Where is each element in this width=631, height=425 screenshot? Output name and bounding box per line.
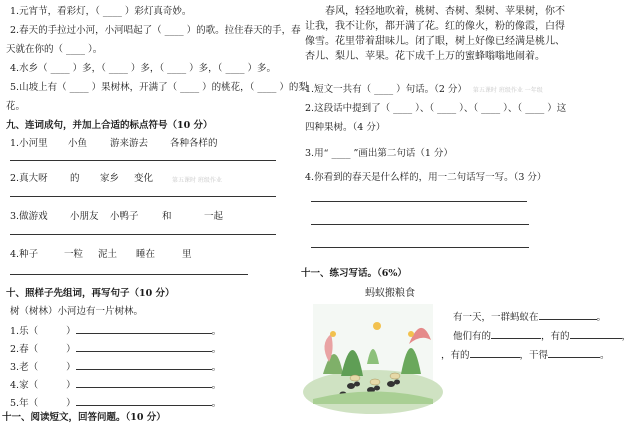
section-10-title: 十、照样子先组词，再写句子（10 分）	[6, 288, 175, 299]
story-blank-5[interactable]	[548, 348, 600, 358]
s9-3-word-3: 小鸭子	[110, 211, 139, 222]
ants-carrying-food-illustration	[313, 304, 433, 404]
s9-4-word-2: 一粒	[64, 249, 84, 260]
s9-4-word-5: 里	[182, 249, 192, 260]
section-11-writing-title: 十一、练习写话。（6%）	[301, 268, 407, 279]
rq4-answer-line-2[interactable]	[311, 224, 529, 225]
s9-2-word-3: 家乡	[100, 173, 120, 184]
s10-item-3: 3.老（ ） 。	[10, 362, 222, 373]
story-title: 蚂蚁搬粮食	[365, 288, 415, 299]
s9-3-answer-line[interactable]	[10, 234, 276, 235]
s9-2-answer-line[interactable]	[10, 196, 276, 197]
s10-item-4: 4.家（ ） 。	[10, 380, 222, 391]
s9-1-word-3: 游来游去	[110, 138, 149, 149]
s10-item-2-blank[interactable]	[76, 342, 212, 352]
s9-3-word-5: 一起	[204, 211, 224, 222]
story-blank-1[interactable]	[539, 310, 597, 320]
rq4-answer-line-3[interactable]	[311, 247, 529, 248]
s10-item-1: 1.乐（ ） 。	[10, 326, 222, 337]
section-11-title: 十一、阅读短文，回答问题。（10 分）	[2, 412, 166, 423]
s9-4-word-4: 睡在	[136, 249, 156, 260]
fill-question-5-line-1: 5.山坡上有（ ____ ）果树林，开满了（ ____ ）的桃花，（ ____ ）的梨	[10, 82, 308, 93]
watermark-text: 第五课时 班级作业	[172, 177, 222, 184]
fill-question-1: 1.元宵节，看彩灯，（ ____ ）彩灯真奇妙。	[10, 6, 192, 17]
fill-question-2-line-1: 2.春天的手拉过小河，小河唱起了（ ____ ）的歌。拉住春天的手，春	[10, 25, 301, 36]
s10-item-1-blank[interactable]	[76, 324, 212, 334]
reading-question-2-line-2: 四种果树。（4 分）	[305, 122, 386, 133]
reading-passage: 春风，轻轻地吹着，桃树、杏树、梨树、苹果树，你不让我，我不让你，都开满了花。红的像火，粉的像霞，白得像雪。花里带着甜味儿。闭了眼，树上好像已经满是桃儿、杏儿、梨儿、苹果。花下成千上万的蜜蜂嗡嗡地闹着。	[305, 6, 565, 62]
story-blank-4[interactable]	[470, 348, 520, 358]
s9-1-answer-line[interactable]	[10, 160, 276, 161]
s9-2-word-2: 的	[70, 173, 80, 184]
s9-1-word-2: 小鱼	[68, 138, 88, 149]
s9-2-word-1: 2.真大呀	[10, 173, 48, 184]
s9-4-answer-line[interactable]	[10, 274, 248, 275]
story-blank-2[interactable]	[491, 329, 541, 339]
story-line-1: 有一天，一群蚂蚁在 。	[453, 312, 607, 323]
s10-item-3-blank[interactable]	[76, 360, 212, 370]
fill-question-2-line-2: 天就在你的（ ____ ）。	[6, 44, 103, 55]
story-line-3: ，有的 ，干得 。	[441, 350, 610, 361]
s9-2-word-4: 变化	[134, 173, 154, 184]
s9-1-word-4: 各种各样的	[170, 138, 218, 149]
reading-question-1: 1.短文一共有（ ____ ）句话。（2 分） 第五课时 班级作业 一年级	[305, 84, 543, 95]
s10-item-5: 5.年（ ） 。	[10, 398, 222, 409]
s9-3-word-2: 小朋友	[70, 211, 99, 222]
reading-question-3: 3.用“ ____ ”画出第二句话（1 分）	[305, 148, 453, 159]
fill-question-4: 4.水乡（ ____ ）多，（ ____ ）多，（ ____ ）多，（ ____ ）多。	[10, 63, 276, 74]
story-blank-3[interactable]	[570, 329, 622, 339]
story-line-2: 他们有的 ，有的 ，	[453, 331, 631, 342]
fill-question-5-line-2: 花。	[6, 101, 26, 112]
s10-example: 树（树林）小河边有一片树林。	[10, 306, 144, 317]
s9-4-word-1: 4.种子	[10, 249, 39, 260]
s9-3-word-1: 3.做游戏	[10, 211, 48, 222]
s10-item-5-blank[interactable]	[76, 396, 212, 406]
s9-4-word-3: 泥土	[98, 249, 118, 260]
reading-question-2-line-1: 2.这段话中提到了（ ____ ）、（ ____ ）、（ ____ ）、（ ____ ）这	[305, 103, 567, 114]
reading-question-4: 4.你看到的春天是什么样的，用一二句话写一写。（3 分）	[305, 172, 547, 183]
s10-item-2: 2.春（ ） 。	[10, 344, 222, 355]
s9-1-word-1: 1.小河里	[10, 138, 48, 149]
section-9-title: 九、连词成句，并加上合适的标点符号（10 分）	[6, 120, 213, 131]
s10-item-4-blank[interactable]	[76, 378, 212, 388]
s9-3-word-4: 和	[162, 211, 172, 222]
rq4-answer-line-1[interactable]	[311, 201, 527, 202]
